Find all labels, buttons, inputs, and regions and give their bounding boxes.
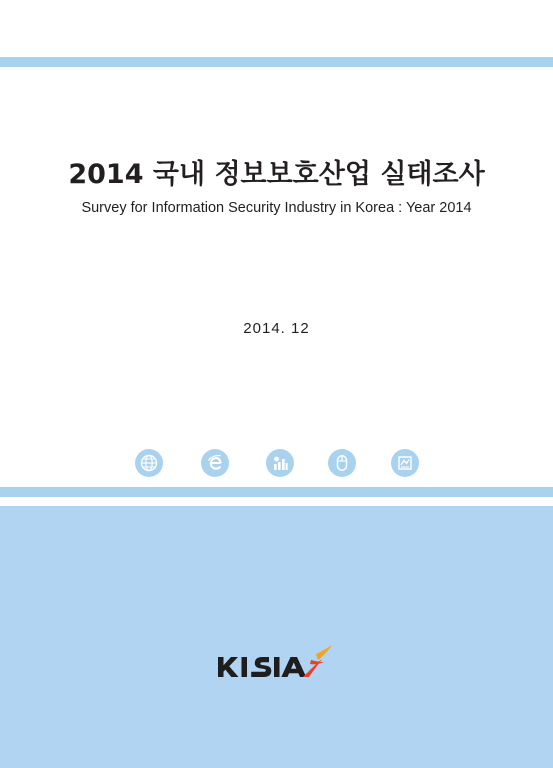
english-title: Survey for Information Security Industry in Korea : Year 2014 [81,200,472,216]
globe-icon [135,449,163,477]
top-stripe [0,57,553,67]
korean-title: 2014 국내 정보보호산업 실태조사 [68,159,485,190]
publication-date: 2014. 12 [243,320,310,337]
middle-stripe [0,487,553,497]
bar-chart-icon [266,449,294,477]
bottom-panel [0,506,553,768]
internet-explorer-icon [201,449,229,477]
document-icon [391,449,419,477]
kisia-logo [214,640,338,682]
mouse-icon [328,449,356,477]
